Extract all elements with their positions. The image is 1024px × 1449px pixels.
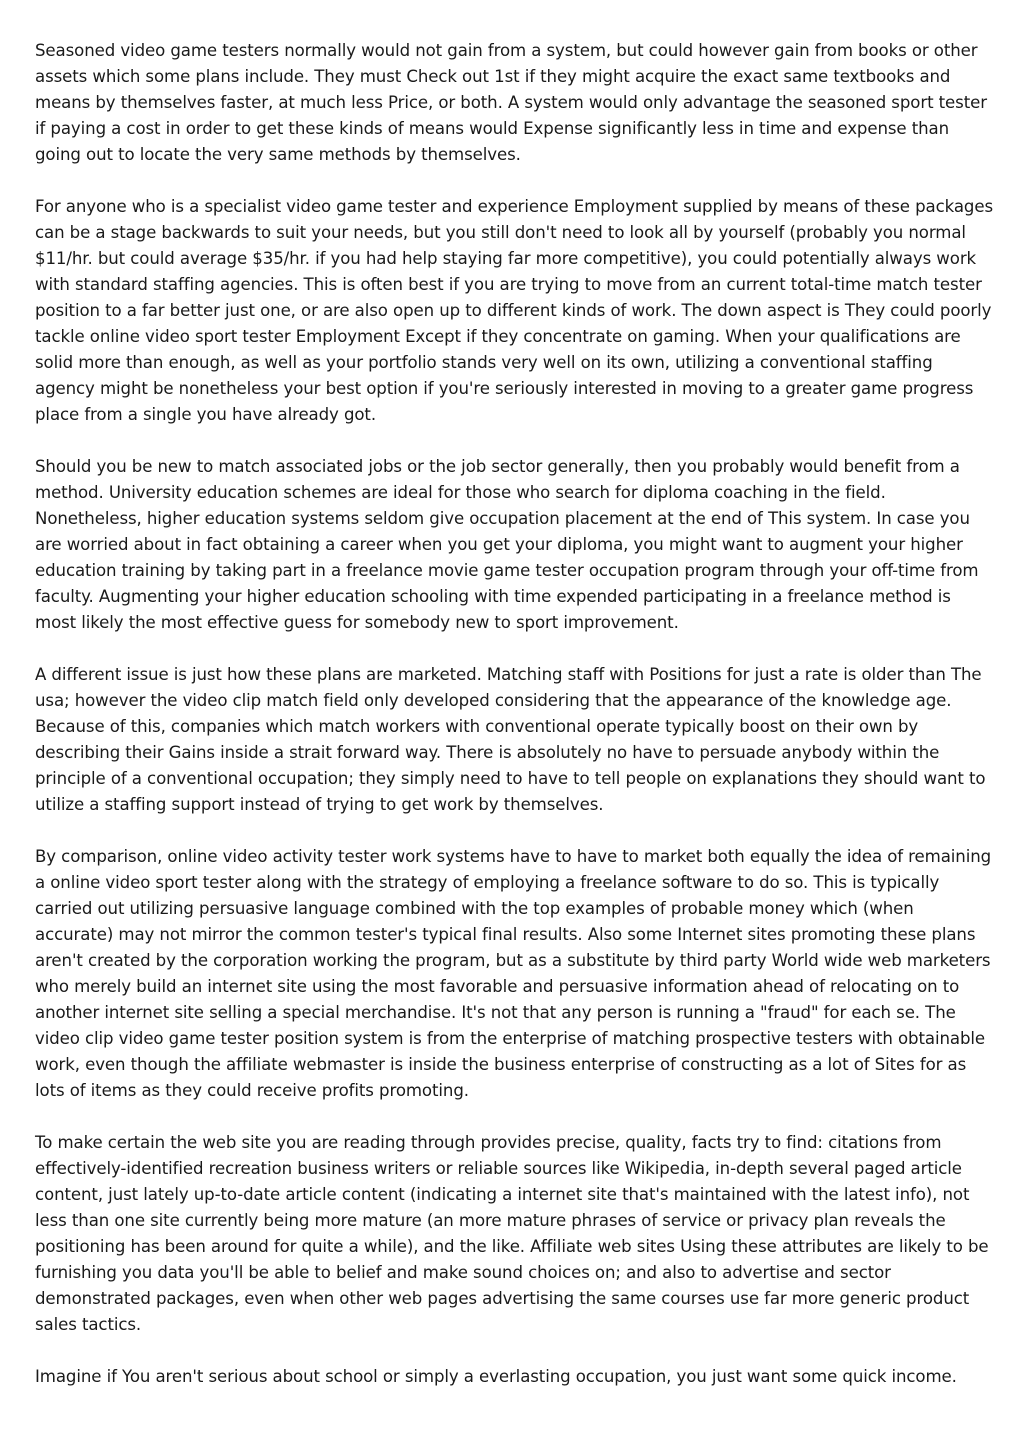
paragraph-2: For anyone who is a specialist video game tester and experience Employment supplied by means of these packages can be a stage backwards to suit your needs, but you still don't need to look all by yourself (probably you normal $11/hr. but could average $35/hr. if you had help staying far more competitive), you could potentially always work with standard staffing agencies. This is often best if you are trying to move from an current total-time match tester position to a far better just one, or are also open up to different kinds of work. The down aspect is They could poorly tackle online video sport tester Employment Except if they concentrate on gaming. When your qualifications are solid more than enough, as well as your portfolio stands very well on its own, utilizing a conventional staffing agency might be nonetheless your best option if you're seriously interested in moving to a greater game progress place from a single you have already got. [35,197,993,424]
paragraph-6: To make certain the web site you are reading through provides precise, quality, facts try to find: citations from effectively-identified recreation business writers or reliable sources like Wikipedia, in-depth several paged article content, just lately up-to-date article content (indicating a internet site that's maintained with the latest info), not less than one site currently being more mature (an more mature phrases of service or privacy plan reveals the positioning has been around for quite a while), and the like. Affiliate web sites Using these attributes are likely to be furnishing you data you'll be able to belief and make sound choices on; and also to advertise and sector demonstrated packages, even when other web pages advertising the same courses use far more generic product sales tactics. [35,1133,989,1334]
paragraph-1: Seasoned video game testers normally would not gain from a system, but could however gain from books or other assets which some plans include. They must Check out 1st if they might acquire the exact same textbooks and means by themselves faster, at much less Price, or both. A system would only advantage the seasoned sport tester if paying a cost in order to get these kinds of means would Expense significantly less in time and expense than going out to locate the very same methods by themselves. [35,41,987,164]
paragraph-4: A different issue is just how these plans are marketed. Matching staff with Positions for just a rate is older than The usa; however the video clip match field only developed considering that the appearance of the knowledge age. Because of this, companies which match workers with conventional operate typically boost on their own by describing their Gains inside a strait forward way. There is absolutely no have to persuade anybody within the principle of a conventional occupation; they simply need to have to tell people on explanations they should want to utilize a staffing support instead of trying to get work by themselves. [35,665,986,814]
article-body [35,38,993,1416]
paragraph-3: Should you be new to match associated jobs or the job sector generally, then you probably would benefit from a method. University education schemes are ideal for those who search for diploma coaching in the field. Nonetheless, higher education systems seldom give occupation placement at the end of This system. In case you are worried about in fact obtaining a career when you get your diploma, you might want to augment your higher education training by taking part in a freelance movie game tester occupation program through your off-time from faculty. Augmenting your higher education schooling with time expended participating in a freelance method is most likely the most effective guess for somebody new to sport improvement. [35,457,979,632]
paragraph-7: Imagine if You aren't serious about school or simply a everlasting occupation, you just want some quick income. [35,1367,957,1386]
paragraph-5: By comparison, online video activity tester work systems have to have to market both equally the idea of remaining a online video sport tester along with the strategy of employing a freelance software to do so. This is typically carried out utilizing persuasive language combined with the top examples of probable money which (when accurate) may not mirror the common tester's typical final results. Also some Internet sites promoting these plans aren't created by the corporation working the program, but as a substitute by third party World wide web marketers who merely build an internet site using the most favorable and persuasive information ahead of relocating on to another internet site selling a special merchandise. It's not that any person is running a "fraud" for each se. The video clip video game tester position system is from the enterprise of matching prospective testers with obtainable work, even though the affiliate webmaster is inside the business enterprise of constructing as a lot of Sites for as lots of items as they could receive profits promoting. [35,847,992,1100]
